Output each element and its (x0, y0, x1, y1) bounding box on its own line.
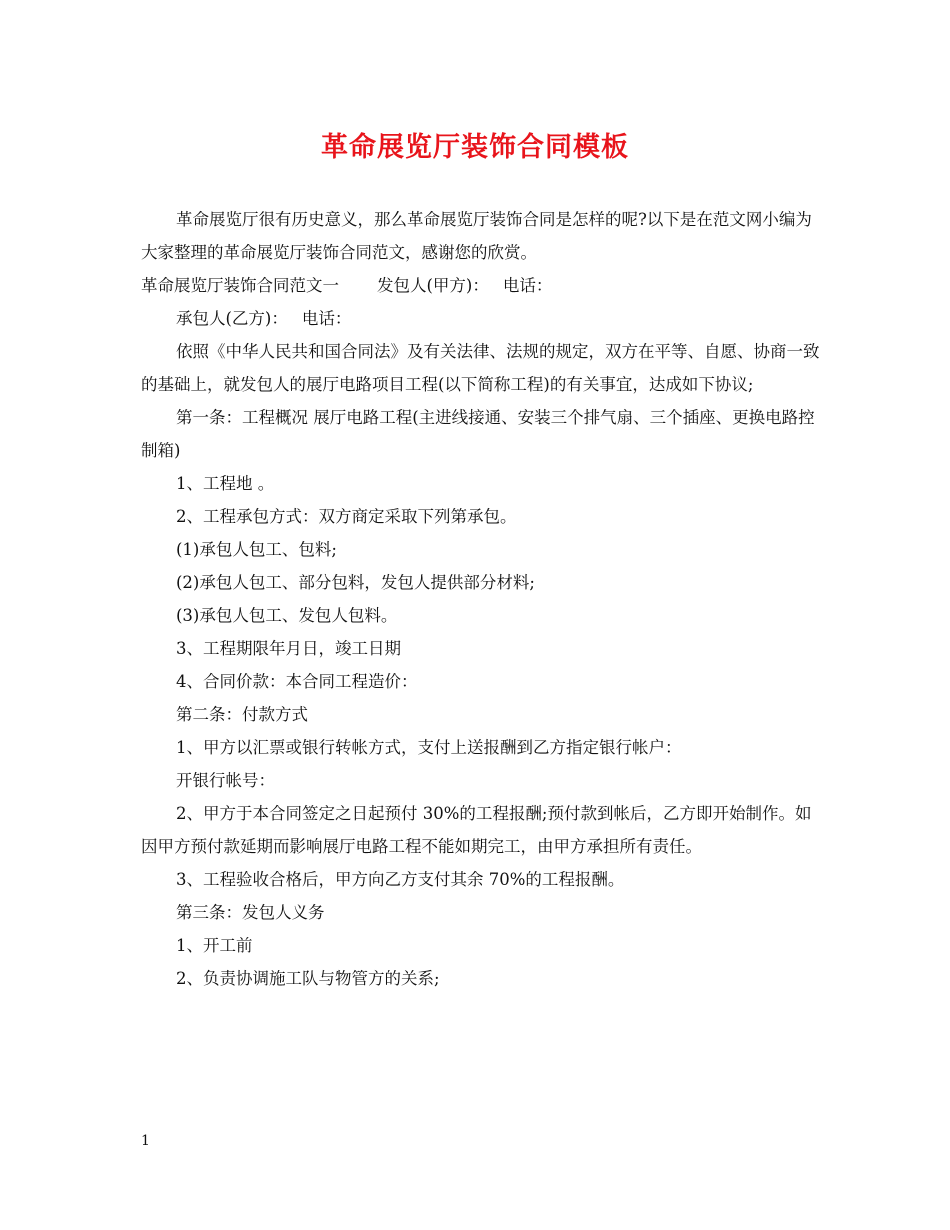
party-b-line (141, 302, 821, 335)
party-b-phone-label: 电话： (301, 309, 352, 328)
party-a-phone-label: 电话： (502, 276, 553, 295)
article-2-item-3: 3、工程验收合格后，甲方向乙方支付其余 70%的工程报酬。 (176, 870, 625, 889)
document-body (141, 203, 821, 995)
article-3-item-1: 1、开工前 (176, 936, 253, 955)
intro-paragraph: 革命展览厅很有历史意义，那么革命展览厅装饰合同是怎样的呢?以下是在范文网小编为大家整理的革命展览厅装饰合同范文，感谢您的欣赏。 (141, 210, 812, 262)
article-1-item-2: 2、工程承包方式：双方商定采取下列第承包。 (176, 507, 517, 526)
article-2-item-2: 2、甲方于本合同签定之日起预付 30%的工程报酬;预付款到帐后，乙方即开始制作。如因甲方预付款延期而影响展厅电路工程不能如期完工，由甲方承担所有责任。 (141, 804, 812, 856)
article-2-item-1: 1、甲方以汇票或银行转帐方式，支付上送报酬到乙方指定银行帐户： (176, 738, 682, 757)
article-3-item-2: 2、负责协调施工队与物管方的关系; (176, 969, 440, 988)
contract-header-line (141, 269, 821, 302)
document-title: 革命展览厅装饰合同模板 (321, 132, 629, 163)
contract-option-2: (2)承包人包工、部分包料，发包人提供部分材料; (176, 573, 535, 592)
party-b-label: 承包人(乙方)： (176, 309, 288, 328)
article-3-heading: 第三条：发包人义务 (176, 903, 325, 922)
article-1-heading: 第一条：工程概况 展厅电路工程(主进线接通、安装三个排气扇、三个插座、更换电路控制箱) (141, 408, 815, 460)
contract-option-1: (1)承包人包工、包料; (176, 540, 337, 559)
party-a-label: 发包人(甲方)： (377, 276, 489, 295)
article-2-heading: 第二条：付款方式 (176, 705, 308, 724)
article-1-item-1: 1、工程地 。 (176, 474, 275, 493)
contract-sample-heading: 革命展览厅装饰合同范文一 (141, 276, 339, 295)
contract-option-3: (3)承包人包工、发包人包料。 (176, 606, 398, 625)
article-1-item-3: 3、工程期限年月日，竣工日期 (176, 639, 401, 658)
basis-paragraph: 依照《中华人民共和国合同法》及有关法律、法规的规定，双方在平等、自愿、协商一致的基础上，就发包人的展厅电路项目工程(以下简称工程)的有关事宜，达成如下协议; (141, 342, 820, 394)
article-1-item-4: 4、合同价款：本合同工程造价： (176, 672, 418, 691)
page-number: 1 (141, 1133, 150, 1149)
bank-account-line: 开银行帐号： (176, 771, 275, 790)
